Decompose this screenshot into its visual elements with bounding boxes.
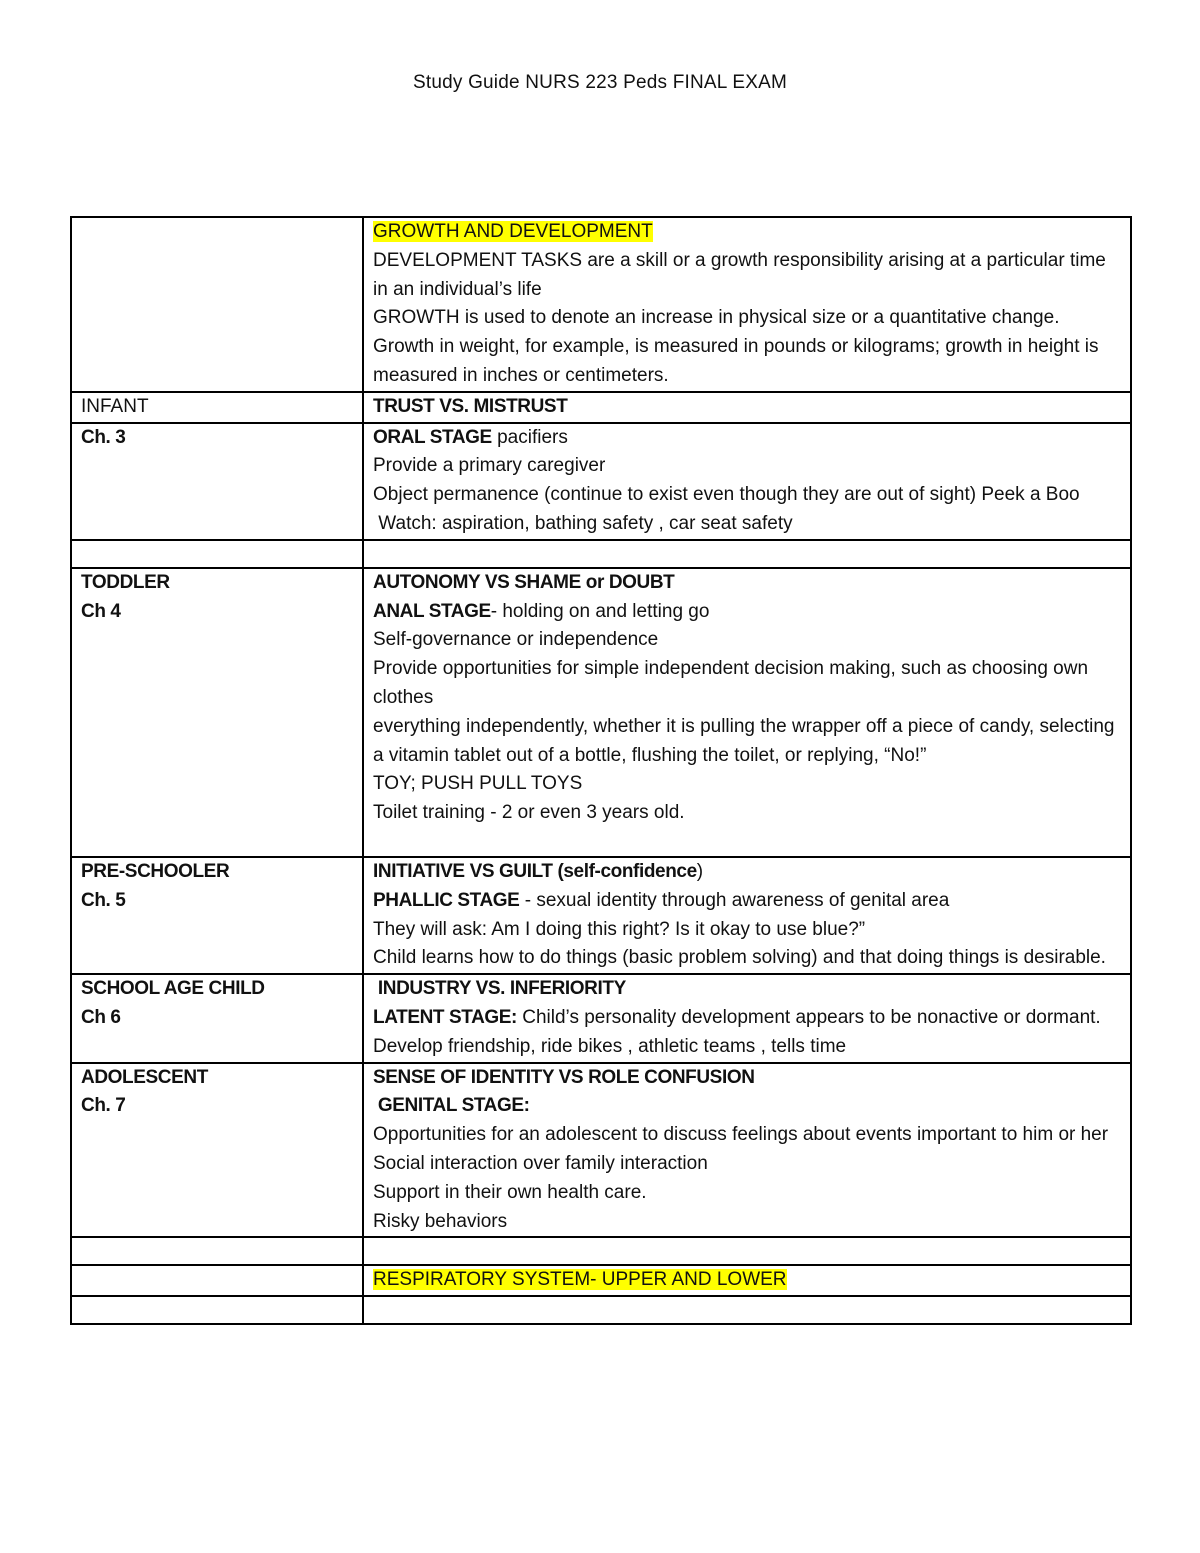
- chapter-toddler: Ch 4: [81, 600, 121, 622]
- adolescent-line: Social interaction over family interaction: [373, 1152, 708, 1174]
- stage-label-preschooler: PRE-SCHOOLER: [81, 860, 230, 882]
- stage-cell-empty: [71, 217, 363, 392]
- preschooler-line: Child learns how to do things (basic problem solving) and that doing things is desirable.: [373, 947, 1106, 969]
- table-row-toddler: [71, 568, 1131, 857]
- adolescent-stage-name: GENITAL STAGE:: [373, 1095, 530, 1117]
- preschooler-title-tail: ): [696, 860, 704, 882]
- infant-title: TRUST VS. MISTRUST: [363, 392, 1131, 423]
- empty-cell: [363, 1237, 1131, 1265]
- preschooler-title: INITIATIVE VS GUILT (self-confidence: [373, 860, 697, 882]
- adolescent-title: SENSE OF IDENTITY VS ROLE CONFUSION: [373, 1066, 755, 1088]
- table-row-spacer: [71, 1296, 1131, 1324]
- respiratory-heading: RESPIRATORY SYSTEM- UPPER AND LOWER: [373, 1269, 787, 1291]
- chapter-adolescent: Ch. 7: [81, 1095, 126, 1117]
- empty-cell: [71, 1237, 363, 1265]
- chapter-preschooler: Ch. 5: [81, 889, 126, 911]
- study-guide-table: [70, 216, 1132, 1325]
- toddler-line: Self-governance or independence: [373, 629, 659, 651]
- stage-cell-adolescent: [71, 1063, 363, 1238]
- infant-line: Watch: aspiration, bathing safety , car seat safety: [373, 512, 793, 534]
- school-age-stage-desc: Child’s personality development appears to be nonactive or dormant.: [516, 1006, 1101, 1028]
- school-age-title: INDUSTRY VS. INFERIORITY: [373, 978, 626, 1000]
- preschooler-line: They will ask: Am I doing this right? Is it okay to use blue?”: [373, 918, 866, 940]
- infant-line: Object permanence (continue to exist even though they are out of sight) Peek a Boo: [373, 484, 1080, 506]
- chapter-infant: Ch. 3: [71, 423, 363, 540]
- content-cell-school-age: [363, 974, 1131, 1062]
- infant-line: Provide a primary caregiver: [373, 455, 606, 477]
- stage-label-toddler: TODDLER: [81, 571, 170, 593]
- content-cell-adolescent: [363, 1063, 1131, 1238]
- document-title: Study Guide NURS 223 Peds FINAL EXAM: [413, 72, 787, 93]
- table-row-adolescent: [71, 1063, 1131, 1238]
- infant-stage-name: ORAL STAGE: [373, 426, 492, 448]
- preschooler-stage-name: PHALLIC STAGE: [373, 889, 520, 911]
- school-age-line: Develop friendship, ride bikes , athletic teams , tells time: [373, 1035, 847, 1057]
- growth-development-heading: GROWTH AND DEVELOPMENT: [373, 221, 653, 242]
- table-row-spacer: [71, 540, 1131, 568]
- empty-cell: [71, 540, 363, 568]
- preschooler-stage-desc: - sexual identity through awareness of genital area: [519, 889, 950, 911]
- empty-cell: [71, 1265, 363, 1296]
- content-cell-respiratory: [363, 1265, 1131, 1296]
- content-cell-toddler: [363, 568, 1131, 857]
- table-row-infant: [71, 423, 1131, 540]
- toddler-stage-desc: - holding on and letting go: [490, 600, 710, 622]
- table-row-spacer: [71, 1237, 1131, 1265]
- content-cell-preschooler: [363, 857, 1131, 974]
- toddler-line: everything independently, whether it is pulling the wrapper off a piece of candy, selecting a vitamin tablet out of a bottle, flushing the toilet, or replying, “No!”: [373, 715, 1115, 766]
- empty-cell: [363, 540, 1131, 568]
- toddler-stage-name: ANAL STAGE: [373, 600, 491, 622]
- empty-cell: [71, 1296, 363, 1324]
- adolescent-line: Support in their own health care.: [373, 1181, 647, 1203]
- toddler-line: Provide opportunities for simple independent decision making, such as choosing own clothes: [373, 658, 1089, 708]
- table-row-infant-header: [71, 392, 1131, 423]
- adolescent-line: Opportunities for an adolescent to discuss feelings about events important to him or her: [373, 1124, 1109, 1146]
- toddler-line: TOY; PUSH PULL TOYS: [373, 773, 583, 795]
- table-row-school-age: [71, 974, 1131, 1062]
- toddler-line: Toilet training - 2 or even 3 years old.: [373, 802, 685, 824]
- stage-cell-toddler: [71, 568, 363, 857]
- content-cell-infant: [363, 423, 1131, 540]
- intro-line-development-tasks: DEVELOPMENT TASKS are a skill or a growth responsibility arising at a particular time in an individual’s life: [373, 249, 1106, 300]
- school-age-stage-name: LATENT STAGE:: [373, 1006, 517, 1028]
- stage-label-infant: INFANT: [71, 392, 363, 423]
- adolescent-line: Risky behaviors: [373, 1210, 508, 1232]
- stage-label-adolescent: ADOLESCENT: [81, 1066, 208, 1088]
- empty-cell: [363, 1296, 1131, 1324]
- toddler-title: AUTONOMY VS SHAME or DOUBT: [373, 571, 675, 593]
- stage-cell-preschooler: [71, 857, 363, 974]
- stage-label-school-age: SCHOOL AGE CHILD: [81, 978, 265, 1000]
- infant-stage-desc: pacifiers: [491, 426, 568, 448]
- table-row-preschooler: [71, 857, 1131, 974]
- stage-cell-school-age: [71, 974, 363, 1062]
- table-row-intro: [71, 217, 1131, 392]
- content-cell-intro: [363, 217, 1131, 392]
- intro-line-growth: GROWTH is used to denote an increase in physical size or a quantitative change. Growth in weight, for example, is measured in pounds or kilograms; growth in height is measured in inches or centimeters.: [373, 307, 1099, 386]
- table-row-respiratory: [71, 1265, 1131, 1296]
- chapter-school-age: Ch 6: [81, 1006, 121, 1028]
